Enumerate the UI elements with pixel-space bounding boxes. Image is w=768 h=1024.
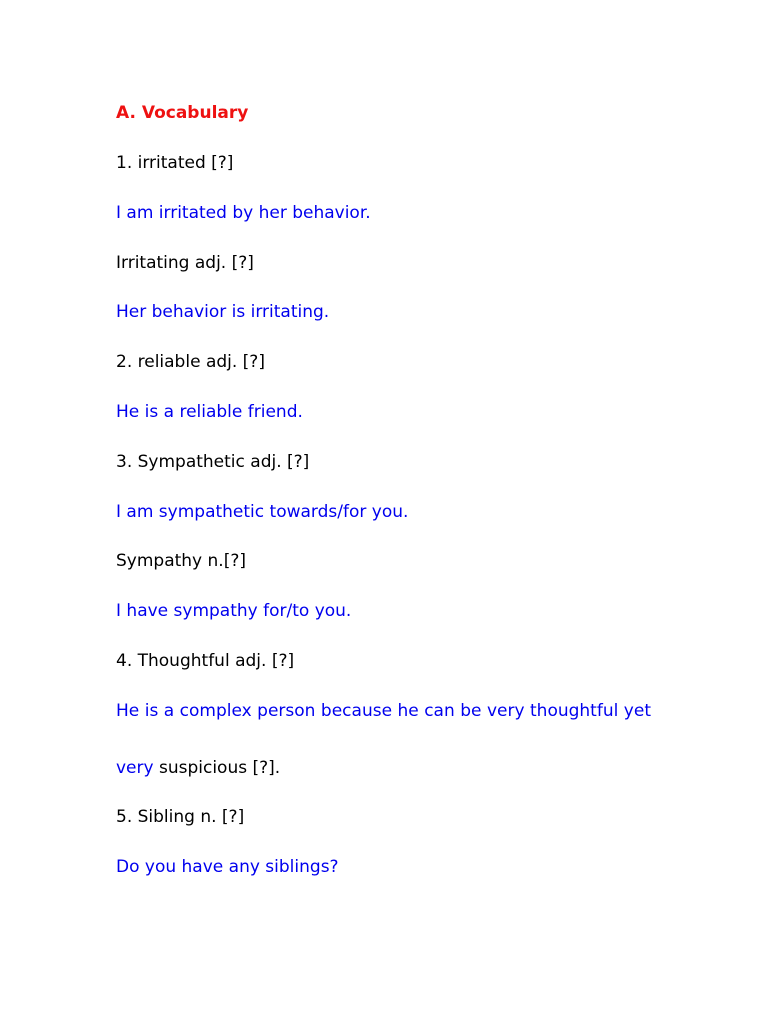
vocab-term-sibling: 5. Sibling n. [?] <box>116 807 245 827</box>
vocab-term-reliable: 2. reliable adj. [?] <box>116 352 265 372</box>
vocab-term-sympathy: Sympathy n.[?] <box>116 551 246 571</box>
continued-word: very <box>116 758 154 778</box>
example-sentence-thoughtful: He is a complex person because he can be very thoughtful yet <box>116 701 651 721</box>
vocab-term-thoughtful: 4. Thoughtful adj. [?] <box>116 651 295 671</box>
example-sentence-sibling: Do you have any siblings? <box>116 857 339 877</box>
example-sentence-sympathy: I have sympathy for/to you. <box>116 601 352 621</box>
example-sentence-reliable: He is a reliable friend. <box>116 402 303 422</box>
vocab-term-sympathetic: 3. Sympathetic adj. [?] <box>116 452 310 472</box>
section-heading: A. Vocabulary <box>116 103 249 123</box>
example-sentence-irritating: Her behavior is irritating. <box>116 302 330 322</box>
vocab-term-irritated: 1. irritated [?] <box>116 153 234 173</box>
suspicious-term: suspicious [?]. <box>153 758 281 778</box>
example-sentence-sympathetic: I am sympathetic towards/for you. <box>116 502 409 522</box>
vocab-term-irritating: Irritating adj. [?] <box>116 253 254 273</box>
example-sentence-thoughtful-continued <box>116 757 280 779</box>
example-sentence-irritated: I am irritated by her behavior. <box>116 203 371 223</box>
